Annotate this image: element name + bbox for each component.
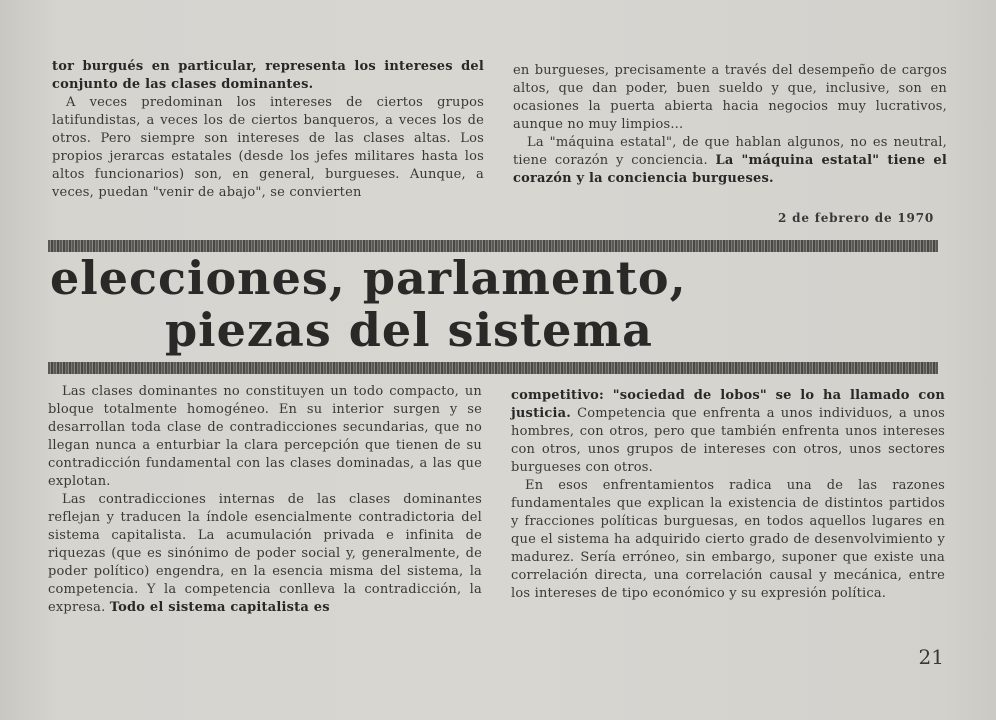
paragraph: en burgueses, precisamente a través del desempeño de cargos altos, que dan poder, buen sueldo y que, inclusive, son en ocasiones la puerta abierta hacia negocios muy lucrativos, aunque no muy limpios... [513,63,947,132]
bottom-left-column [48,383,482,617]
paragraph: Las clases dominantes no constituyen un todo compacto, un bloque totalmente homogéneo. En su interior surgen y se desarrollan toda clase de contradicciones secundarias, que no llegan nunca a enturbiar la clara percepción que tienen de su contradicción fundamental con las clases dominadas, a las que explotan. [48,384,482,489]
bottom-right-column [511,387,945,603]
paragraph: A veces predominan los intereses de ciertos grupos latifundistas, a veces los de ciertos banqueros, a veces los de otros. Pero siempre son intereses de las clases altas. Los propios jerarcas estatales (desde los jefes militares hasta los altos funcionarios) son, en general, burgueses. Aunque, a veces, puedan "venir de abajo", se convierten [52,95,484,200]
title-rule-bottom [48,362,938,374]
paragraph: tor burgués en particular, representa los intereses del conjunto de las clases dominantes. [52,59,484,92]
paragraph: Las contradicciones internas de las clases dominantes reflejan y traducen la índole esencialmente contradictoria del sistema capitalista. La acumulación privada e infinita de riquezas (que es sinónimo de poder social y, generalmente, de poder político) engendra, en la esencia misma del sistema, la competencia. Y la competencia conlleva la contradicción, la expresa. Todo el sistema capitalista es [48,492,482,615]
page-number: 21 [918,645,944,669]
paragraph: La "máquina estatal", de que hablan algunos, no es neutral, tiene corazón y conciencia. La "máquina estatal" tiene el corazón y la conciencia burgueses. [513,135,947,186]
top-left-column [52,58,484,202]
paragraph: competitivo: "sociedad de lobos" se lo ha llamado con justicia. Competencia que enfrenta a unos individuos, a unos hombres, con otros, pero que también enfrenta unos intereses con otros, unos grupos de intereses con otros, unos sectores burgueses con otros. [511,388,945,475]
article-title-line-2: piezas del sistema [165,303,653,357]
article-date: 2 de febrero de 1970 [778,211,934,225]
top-right-column [513,62,947,188]
article-title-line-1: elecciones, parlamento, [50,251,687,305]
paragraph: En esos enfrentamientos radica una de las razones fundamentales que explican la existencia de distintos partidos y fracciones políticas burguesas, en todos aquellos lugares en que el sistema ha adquirido cierto grado de desenvolvimiento y madurez. Sería erróneo, sin embargo, suponer que existe una correlación directa, una correlación causal y mecánica, entre los intereses de tipo económico y su expresión política. [511,478,945,601]
